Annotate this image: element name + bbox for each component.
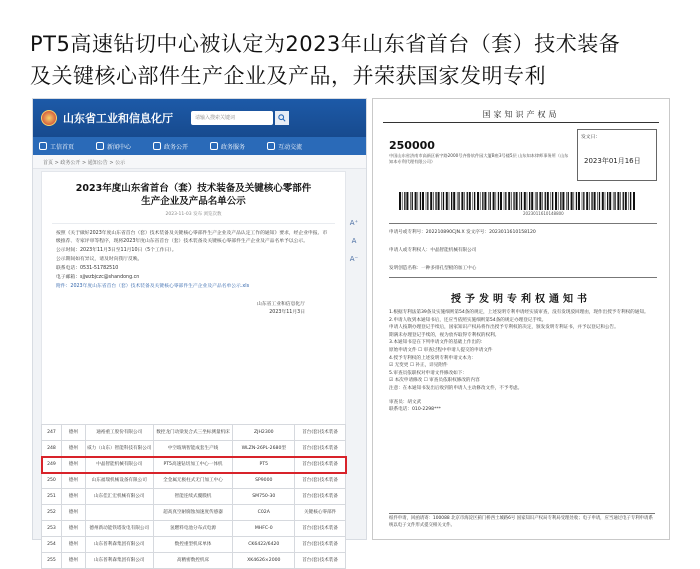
table-cell: 智能连续式覆膜机 [154,489,234,504]
table-cell: 德州 [62,425,86,440]
notice-title: 授予发明专利权通知书 [451,294,591,305]
table-cell: 255 [42,553,62,568]
notice-body [389,309,655,414]
table-cell: PT5 [233,457,295,472]
divider [389,223,657,224]
table-cell: CK6422/6420 [233,537,295,552]
table-cell: 关键核心零部件 [295,505,346,520]
site-title: 山东省工业和信息化厅 [63,112,173,125]
table-cell: 249 [42,457,62,472]
paragraph: 联系电话：0531-51782510 [56,266,119,271]
service-icon [210,142,218,150]
paragraph: 电子邮箱：sjjwzbjczc@shandong.cn [56,275,140,280]
table-cell: SP9000 [233,473,295,488]
nav-item-interaction[interactable]: 互动交流 [267,142,302,151]
table-cell: 253 [42,521,62,536]
nav-item-open-gov[interactable]: 政务公开 [153,142,188,151]
breadcrumb: 首页 > 政务公开 > 通知公告 > 公示 [33,155,366,169]
nav-item-home[interactable]: 工信首页 [39,142,74,151]
font-decrease-icon[interactable]: A⁻ [349,255,359,263]
home-icon [39,142,47,150]
table-cell: C02A [233,505,295,520]
nav-item-news[interactable]: 新闻中心 [96,142,131,151]
issue-date-label: 发文日： [581,135,601,140]
main-nav [33,137,366,155]
invention-title: 发明创造名称：一种多排孔型板的加工中心 [389,266,477,271]
paragraph: 公示期间如有异议，请及时向我厅反映。 [56,257,143,262]
table-cell: 德州 [62,457,86,472]
table-cell: 252 [42,505,62,520]
table-cell: 氢燃料电池分布式电源 [154,521,234,536]
table-cell: 德州 [62,505,86,520]
table-cell: 首台(套)技术装备 [295,489,346,504]
table-cell: 全金属无极柱式无门加工中心 [154,473,234,488]
table-row [42,425,346,441]
search-input[interactable]: 请输入搜索关键词 [191,111,273,125]
side-tools [346,219,362,263]
chat-icon [267,142,275,150]
table-cell: 德州新动能铁塔发电有限公司 [86,521,154,536]
notice-paragraph: ☑ 无变更 ☐ 补正，详见附件 [389,363,448,369]
attachment-link[interactable]: 附件：2023年度山东省首台（套）技术装备及关键核心零部件生产企业及产品名单公示.xls [56,284,250,289]
table-cell: 首台(套)技术装备 [295,473,346,488]
table-cell: ZJH2300 [233,425,295,440]
headline-line-2: 及关键核心部件生产企业及产品，并荣获国家发明专利 [30,64,546,88]
paragraph: 公示时间：2023年11月3日至11月10日（5个工作日）。 [56,248,177,253]
table-row [42,441,346,457]
recipient-address: 中国山东省济南市高新区新宇路2000号齐鲁软件园大厦B座3号楼5层 山东知本律师事务所（山东知本专利代理有限公司） [389,153,569,165]
table-cell: 德州 [62,441,86,456]
patent-notice [372,98,670,540]
contact-phone: 联系电话：010-2298*** [389,407,441,413]
notice-paragraph: 申请人按期办理登记手续后，国家知识产权局将作出授予专利权的决定，颁发发明专利证书，并予以登记和公告。 [389,325,619,331]
table-row [42,489,346,505]
table-cell: 通裕重工股份有限公司 [86,425,154,440]
announcement-document [41,171,346,427]
table-cell: 247 [42,425,62,440]
table-cell: 山东福瑞机械设备有限公司 [86,473,154,488]
table-cell: PT5高速钻切加工中心一体机 [154,457,234,472]
search-button[interactable] [275,111,289,125]
table-row [42,473,346,489]
notice-paragraph: 5.审查员依职权对申请文件修改如下： [389,370,467,376]
notice-paragraph: 2.申请人收到本通知书后，还应当依照实施细则第54条的规定办理登记手续。 [389,317,547,323]
document-title: 2023年度山东省首台（套）技术装备及关键核心零部件 生产企业及产品名单公示 [75,183,312,207]
examiner: 审查员：胡文武 [389,399,422,405]
portal-header [33,99,366,137]
table-cell: 山东佳汇宏机械有限公司 [86,489,154,504]
issue-date-box [577,129,657,181]
table-cell: SM750-30 [233,489,295,504]
table-cell: 德州 [62,473,86,488]
issue-date: 2023年01月16日 [584,157,641,165]
cert-header [383,107,659,123]
issuing-office: 国家知识产权局 [482,110,560,119]
application-number: 申请号或专利号：202210890CJN.X 发文序号：2023011610158120 [389,230,536,235]
notice-paragraph: 注意：在本通知书发出后收到的申请人主动修改文件，不予考虑。 [389,385,523,391]
notice-paragraph: 4.授予专利权的上述发明专利申请文本为： [389,355,477,361]
paragraph: 按照《关于做好2023年度山东省首台（套）技术装备及关键核心零部件生产企业及产品认定工作的通知》要求，经企业申报、市级推荐、专家评审等程序，现将2023年度山东省首台（套）技术装备及关键核心零部件生产企业及产品名单予以公示。 [56,231,328,244]
table-cell: 德州 [62,537,86,552]
table-cell: MHFC-0 [233,521,295,536]
document-body [42,224,345,291]
notice-paragraph: 原始申请文件 ☐ 审查过程中申请人提交的申请文件 [389,347,493,353]
table-cell: 数控重型机床单体 [154,537,234,552]
notice-paragraph: 1.根据专利法第39条及实施细则第54条的规定，上述发明专利申请经实质审查，没有发现驳回理由，现作出授予专利权的通知。 [389,310,649,315]
notice-paragraph: 3.本通知书是在下列申请文件的基础上作出的： [389,340,486,346]
divider [389,277,657,278]
table-cell: 德州 [62,553,86,568]
postal-code: 250000 [389,139,435,152]
table-cell: 山东普利森集团有限公司 [86,537,154,552]
font-default-icon[interactable]: A [351,237,357,245]
search-icon [278,114,286,122]
headline-line-1: PT5高速钻切中心被认定为2023年山东省首台（套）技术装备 [30,32,621,56]
portal-screenshot [32,98,367,563]
table-row [42,505,346,521]
news-icon [96,142,104,150]
table-cell: 首台(套)技术装备 [295,537,346,552]
table-cell: 首台(套)技术装备 [295,521,346,536]
table-cell: 德州 [62,521,86,536]
table-cell: WLZN-26PL-2680型 [233,441,295,456]
barcode-number: 2023011610148800 [523,211,564,216]
headline [30,28,670,92]
table-row [42,521,346,537]
table-row-highlighted [42,457,346,473]
notice-footer: 纸件申请，回函请寄：100088 北京市海淀区蓟门桥西土城路6号 国家知识产权局专利局受理处收；电子申请，应当通过电子专利申请系统以电子文件形式提交相关文件。 [389,513,655,529]
table-cell [86,505,154,520]
table-cell: 中晶智能机械有限公司 [86,457,154,472]
table-cell: 251 [42,489,62,504]
table-cell: 山东普利森集团有限公司 [86,553,154,568]
table-cell: 威力（山东）智能科技有限公司 [86,441,154,456]
table-cell: XK4626×2000 [233,553,295,568]
table-cell: 超高真空耐腐蚀加速度传感器 [154,505,234,520]
table-cell: 德州 [62,489,86,504]
table-cell: 高精密数控机床 [154,553,234,568]
table-cell: 首台(套)技术装备 [295,457,346,472]
national-emblem-icon [41,110,57,126]
product-list-table [41,424,346,569]
nav-item-services[interactable]: 政务服务 [210,142,245,151]
document-meta: 2023-11-03 发布 浏览次数 [52,211,335,224]
table-cell: 中空玻璃智能成套生产线 [154,441,234,456]
table-row [42,537,346,553]
table-cell: 首台(套)技术装备 [295,425,346,440]
table-row [42,553,346,569]
document-icon [153,142,161,150]
table-cell: 248 [42,441,62,456]
table-cell: 数控龙门动梁复合式三坐标测量机床 [154,425,234,440]
font-increase-icon[interactable]: A⁺ [349,219,359,227]
table-cell: 250 [42,473,62,488]
table-cell: 254 [42,537,62,552]
notice-paragraph: ☑ 本次申请修改 ☐ 审查员依职权修改的内容 [389,378,480,384]
table-cell: 首台(套)技术装备 [295,441,346,456]
barcode-image [399,192,639,210]
notice-paragraph: 期满未办理登记手续的，视为放弃取得专利权的权利。 [389,332,500,338]
document-signature: 山东省工业和信息化厅 2023年11月3日 [257,302,305,315]
table-cell: 首台(套)技术装备 [295,553,346,568]
applicant: 申请人或专利权人：中晶智能机械有限公司 [389,248,477,253]
